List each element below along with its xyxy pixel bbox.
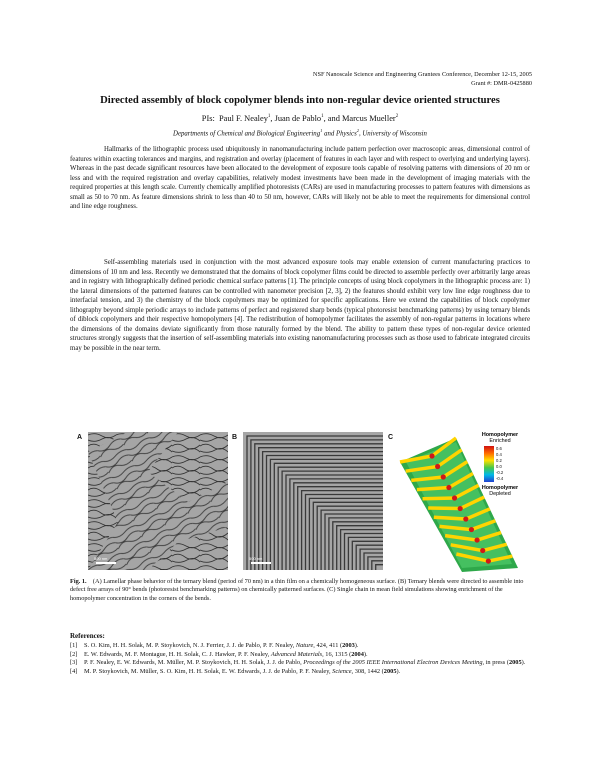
scale-bar bbox=[251, 562, 271, 564]
colorbar-tick: -0.4 bbox=[496, 476, 504, 481]
colorbar-tick: 0.0 bbox=[496, 464, 502, 469]
figure-label-a: A bbox=[77, 434, 83, 441]
reference-number: [2] bbox=[70, 650, 78, 658]
author-name: Marcus Mueller bbox=[341, 114, 396, 123]
colorbar-top-label: Homopolymer bbox=[481, 432, 519, 438]
corner-enrichment bbox=[463, 516, 468, 521]
reference-item bbox=[70, 651, 530, 660]
authors-line: PIs: Paul F. Nealey$^1$, Juan de Pablo$^1$, and Marcus Mueller$^2$ bbox=[201, 114, 399, 123]
reference-end: ). bbox=[354, 642, 359, 649]
reference-number: [1] bbox=[70, 642, 78, 649]
author-sup: 1 bbox=[267, 114, 271, 120]
author-name: Juan de Pablo bbox=[274, 114, 322, 123]
reference-details: , in press ( bbox=[482, 659, 509, 667]
colorbar-tick: 0.4 bbox=[496, 452, 502, 457]
affiliation-dept1: Departments of Chemical and Biological Engineering bbox=[173, 130, 321, 138]
reference-number: [4] bbox=[70, 667, 78, 675]
colorbar bbox=[478, 432, 522, 502]
corner-enrichment bbox=[441, 474, 446, 479]
affiliation-univ: , University of Wisconsin bbox=[358, 130, 427, 138]
reference-number: [3] bbox=[70, 659, 78, 667]
author-sup: 2 bbox=[395, 114, 399, 120]
reference-details: , 308, 1442 ( bbox=[351, 667, 384, 675]
reference-year: 2003 bbox=[342, 642, 355, 649]
corner-enrichment bbox=[429, 453, 434, 458]
reference-end: ). bbox=[363, 650, 368, 658]
reference-journal: Proceedings of the 2005 IEEE International Electron Devices Meeting bbox=[303, 659, 483, 667]
paragraph-text: Self-assembling materials used in conjunction with the most advanced exposure tools may enable extension of current manufacturing practices to dimensions of 10 nm and less. Recently we demonstrated that the domains of block copolymer films could be directed to assemble perfectly over arbitrarily large areas and in registry with lithographically defined periodic chemical surface patterns [1]. The principle concepts of using block copolymers in the lithographic process are: 1) the lateral dimensions of the patterned features can be controlled with nanometer precision [2, 3], 2) the features should exhibit very low line edge roughness due to interfacial tension, and 3) the chemistry of the block copolymers may be optimized for specific applications. Here we extend the capabilities of block copolymer lithography beyond simple periodic arrays to include patterns of perfect and registered sharp bends (typical photoresist benchmarking patterns) by using ternary blends of diblock copolymers and their respective homopolymers [4]. The redistribution of homopolymer facilitates the assembly of non-regular patterns in locations where the dimensions of the domains deviate significantly from those naturally formed by the blend. The ability to pattern these types of non-regular device oriented structures strongly suggests that the insertion of self-assembling materials into existing nanomanufacturing processes such as those used to fabricate integrated circuits may be possible in the near term. bbox=[70, 259, 530, 352]
affiliation-sup1: 1 bbox=[320, 128, 323, 133]
affiliation-sup2: 2 bbox=[356, 128, 359, 133]
figure-panel-a bbox=[88, 432, 228, 570]
reference-authors: P. F. Nealey, E. W. Edwards, M. Müller, M. P. Stoykovich, H. H. Solak, J. J. de Pablo, bbox=[84, 659, 304, 667]
author-name: Paul F. Nealey bbox=[219, 114, 268, 123]
body-paragraph bbox=[70, 145, 530, 212]
affiliation bbox=[0, 128, 600, 137]
reference-item bbox=[70, 668, 530, 677]
figure-label-c: C bbox=[388, 434, 394, 441]
references-heading: References: bbox=[70, 632, 105, 640]
body-paragraph bbox=[70, 258, 530, 353]
reference-year: 2004 bbox=[351, 650, 364, 658]
figure-label-b: B bbox=[232, 434, 238, 441]
corner-enrichment bbox=[458, 506, 463, 511]
reference-year: 2005 bbox=[383, 667, 397, 675]
colorbar-ticks bbox=[496, 446, 516, 482]
lamellar-fingerprint-image bbox=[88, 432, 228, 570]
reference-list bbox=[70, 642, 530, 676]
corner-enrichment bbox=[469, 527, 474, 532]
reference-end: ). bbox=[521, 659, 526, 667]
reference-journal: Advanced Materials bbox=[270, 650, 323, 658]
reference-end: ). bbox=[396, 667, 401, 675]
scale-bar-label: 500 nm bbox=[94, 556, 108, 561]
figure-caption-text: (A) Lamellar phase behavior of the ternary blend (period of 70 nm) in a thin film on a chemically homogeneous surface. (B) Ternary blends were directed to assemble into defect free arrays of 90° bends (photoresist benchmarking patterns) on chemically patterned surfaces. (C) Single chain in mean field simulations showing enrichment of the homopolymer concentration in the corners of the bends. bbox=[70, 578, 524, 602]
figure-caption bbox=[70, 578, 530, 603]
reference-details: , 16, 1315 ( bbox=[322, 650, 352, 658]
reference-authors: E. W. Edwards, M. F. Montague, H. H. Solak, C. J. Hawker, P. F. Nealey, bbox=[84, 650, 271, 658]
scale-bar-label: 500 nm bbox=[249, 556, 263, 561]
corner-enrichment bbox=[452, 495, 457, 500]
reference-authors: S. O. Kim, H. H. Solak, M. P. Stoykovich, N. J. Ferrier, J. J. de Pablo, P. F. Nealey, bbox=[84, 642, 296, 649]
reference-journal: Nature bbox=[295, 642, 314, 649]
colorbar-tick: 0.6 bbox=[496, 446, 502, 451]
colorbar-gradient bbox=[484, 446, 494, 482]
conference-header: NSF Nanoscale Science and Engineering Grantees Conference, December 12-15, 2005 bbox=[312, 71, 532, 78]
directed-bends-image bbox=[243, 432, 383, 570]
colorbar-top-sublabel: Enriched bbox=[489, 438, 511, 444]
corner-enrichment bbox=[435, 464, 440, 469]
reference-authors: M. P. Stoykovich, M. Müller, S. O. Kim, H. H. Solak, E. W. Edwards, J. J. de Pablo, P. F. Nealey, bbox=[84, 667, 333, 675]
corner-enrichment bbox=[446, 485, 451, 490]
figure-panel-b bbox=[243, 432, 383, 570]
figure-caption-label: Fig. 1. bbox=[70, 578, 87, 585]
reference-item bbox=[70, 642, 530, 651]
authors-prefix: PIs: bbox=[201, 114, 215, 123]
colorbar-bottom-label: Homopolymer bbox=[481, 485, 519, 491]
reference-item bbox=[70, 659, 530, 668]
grant-number: Grant #: DMR-0425880 bbox=[471, 80, 532, 87]
paper-title: Directed assembly of block copolymer blends into non-regular device oriented structures bbox=[100, 95, 500, 106]
reference-details: , 424, 411 ( bbox=[313, 642, 343, 649]
corner-enrichment bbox=[486, 558, 491, 563]
reference-year: 2005 bbox=[508, 659, 522, 667]
colorbar-tick: -0.2 bbox=[496, 470, 504, 475]
author-sup: 1 bbox=[321, 114, 324, 120]
paragraph-text: Hallmarks of the lithographic process used ubiquitously in nanomanufacturing include pattern perfection over macroscopic areas, dimensional control of features within exacting tolerances and margins, and registration and overlay (placement of features in each layer and with respect to overlying and underlying layers). Whereas in the past decade significant resources have been allocated to the development of exposure tools capable of resolving patterns with dimensions of 20 nm or less and with the required registration and overlay capabilities, relatively modest investments have been made in the development of imaging materials with the required properties at this length scale. Currently chemically amplified photoresists (CARs) are used in manufacturing processes to pattern features with dimensions as small as 50 to 70 nm. As feature dimensions shrink to less than 40 to 50 nm, however, CARs will likely not be able to meet the requirements for dimensional control and line edge roughness. bbox=[70, 146, 530, 211]
corner-enrichment bbox=[474, 537, 479, 542]
affiliation-dept2: and Physics bbox=[324, 130, 357, 138]
colorbar-tick: 0.2 bbox=[496, 458, 502, 463]
corner-enrichment bbox=[480, 548, 485, 553]
scale-bar bbox=[96, 562, 116, 564]
colorbar-bottom-sublabel: Depleted bbox=[489, 491, 511, 497]
reference-journal: Science bbox=[332, 667, 352, 675]
